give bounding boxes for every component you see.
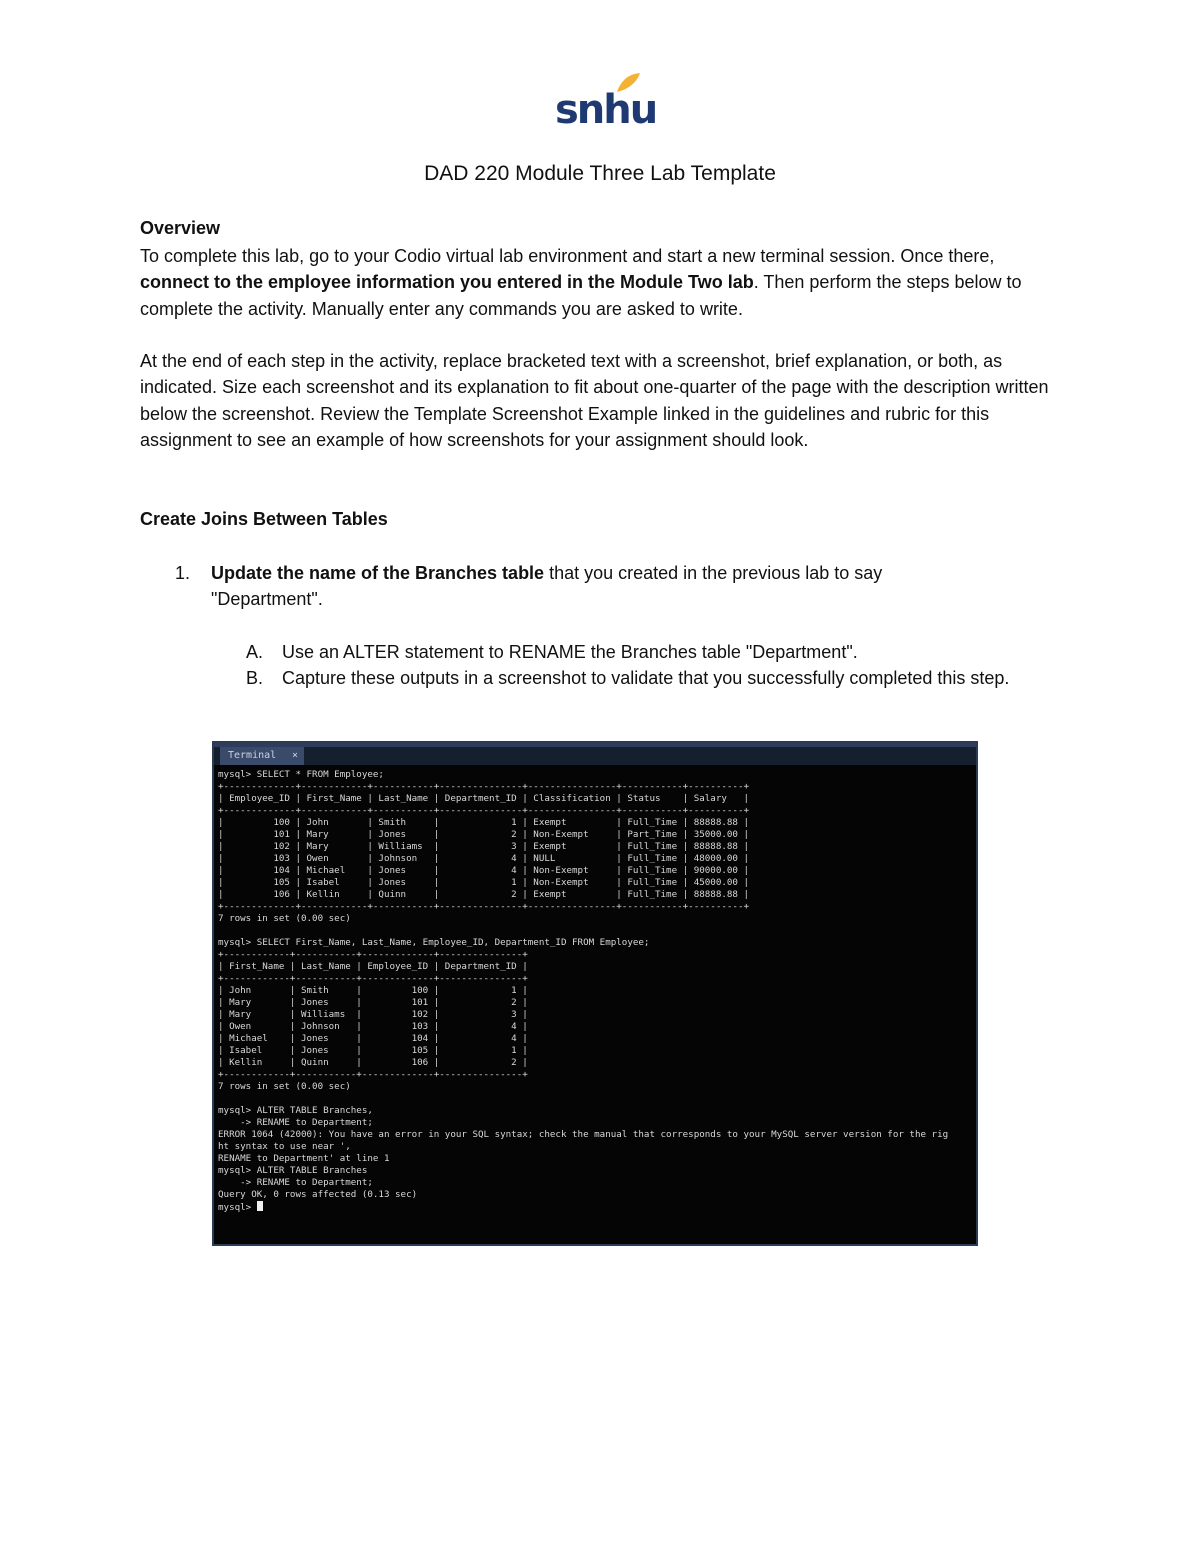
- overview-paragraph-2: At the end of each step in the activity, replace bracketed text with a screenshot, brief explanation, or both, as indicated. Size each screenshot and its explanation to fit about one-quarter of the page with the description written below the screenshot. Review the Template Screenshot Example linked in the guidelines and rubric for this assignment to see an example of how screenshots for your assignment should look.: [140, 351, 1049, 450]
- overview-p1-end: . Then perform the steps below to complete the activity. Manually enter any commands you are asked to write.: [140, 272, 1022, 319]
- step-1-bold: Update the name of the Branches table: [211, 563, 545, 583]
- step-1b: [246, 665, 1046, 691]
- step-1b-text: Capture these outputs in a screenshot to validate that you successfully completed this step.: [282, 668, 1010, 688]
- close-icon: ×: [291, 750, 298, 761]
- terminal-tab-bar: [214, 747, 976, 765]
- step-1a-text: Use an ALTER statement to RENAME the Branches table "Department".: [282, 642, 858, 662]
- snhu-logo: [555, 72, 657, 134]
- terminal-tab-label: Terminal: [228, 750, 277, 761]
- logo-wordmark: snhu: [555, 87, 657, 133]
- overview-p1-bold: connect to the employee information you entered in the Module Two lab: [140, 272, 754, 293]
- step-1: [175, 560, 955, 613]
- overview-paragraph-1: [140, 243, 1065, 322]
- step-1a-marker: A.: [246, 642, 264, 662]
- step-1-marker: 1.: [175, 563, 191, 583]
- step-1-text: that you created in the previous lab to say "Department".: [211, 563, 883, 610]
- terminal-text: mysql> SELECT * FROM Employee; +-------------+------------+-----------+---------------+----------------+-----------+----------+ | Employee_ID | First_Name | Last_Name | Department_ID | Classification | Status | Salary | +-------------+------------+-----------+---------------+----------------+-----------+----------+ | 100 | John | Smith | 1 | Exempt | Full_Time | 88888.88 | | 101 | Mary | Jones | 2 | Non-Exempt | Part_Time | 35000.00 | | 102 | Mary | Williams | 3 | Exempt | Full_Time | 88888.88 | | 103 | Owen | Johnson | 4 | NULL | Full_Time | 48000.00 | | 104 | Michael | Jones | 4 | Non-Exempt | Full_Time | 90000.00 | | 105 | Isabel | Jones | 1 | Non-Exempt | Full_Time | 45000.00 | | 106 | Kellin | Quinn | 2 | Exempt | Full_Time | 88888.88 | +-------------+------------+-----------+---------------+----------------+-----------+----------+ 7 rows in set (0.00 sec) mysql> SELECT First_Name, Last_Name, Employee_ID, Department_ID FROM Employee; +------------+-----------+-------------+---------------+ | First_Name | Last_Name | Employee_ID | Department_ID | +------------+-----------+-------------+---------------+ | John | Smith | 100 | 1 | | Mary | Jones | 101 | 2 | | Mary | Williams | 102 | 3 | | Owen | Johnson | 103 | 4 | | Michael | Jones | 104 | 4 | | Isabel | Jones | 105 | 1 | | Kellin | Quinn | 106 | 2 | +------------+-----------+-------------+---------------+ 7 rows in set (0.00 sec) mysql> ALTER TABLE Branches, -> RENAME to Department; ERROR 1064 (42000): You have an error in your SQL syntax; check the manual that corresponds to your MySQL server version for the rig ht syntax to use near ', RENAME to Department' at line 1 mysql> ALTER TABLE Branches -> RENAME to Department; Query OK, 0 rows affected (0.13 sec): [218, 769, 949, 1200]
- terminal-tab: [220, 747, 304, 765]
- overview-heading: Overview: [140, 218, 221, 238]
- cursor-icon: [257, 1201, 263, 1211]
- terminal-prompt: mysql>: [218, 1202, 257, 1213]
- page-title: DAD 220 Module Three Lab Template: [424, 162, 776, 185]
- overview-p1-start: To complete this lab, go to your Codio virtual lab environment and start a new terminal session. Once there,: [140, 246, 995, 266]
- terminal-screenshot: [212, 741, 978, 1246]
- step-1b-marker: B.: [246, 668, 264, 688]
- section-heading: Create Joins Between Tables: [140, 509, 388, 529]
- terminal-output: [214, 765, 976, 1214]
- step-1a: [246, 639, 1046, 665]
